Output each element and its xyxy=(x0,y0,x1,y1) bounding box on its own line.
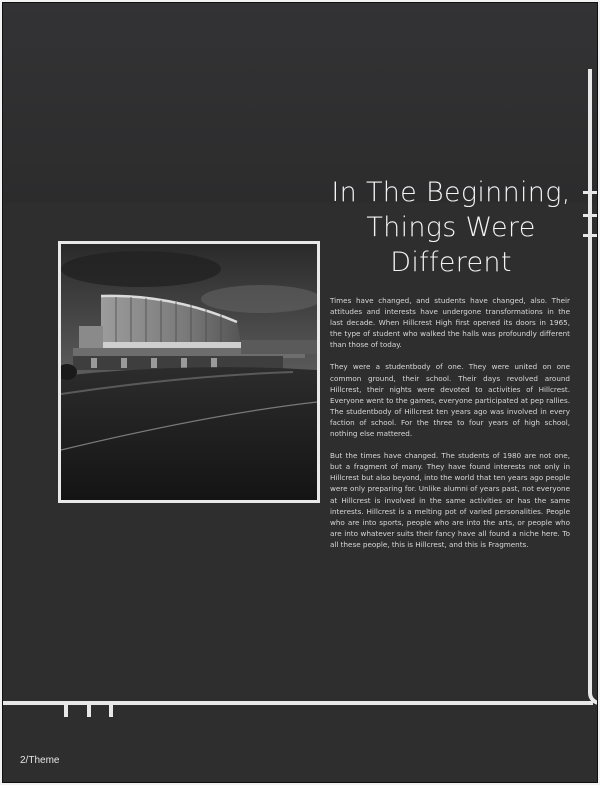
headline-line-3: Different xyxy=(390,247,512,278)
bottom-frame-line xyxy=(3,701,593,705)
frame-tick xyxy=(64,703,68,717)
right-frame-line xyxy=(588,69,598,705)
frame-tick xyxy=(109,703,113,717)
page-folio: 2/Theme xyxy=(20,755,60,766)
headline-line-2: Things Were xyxy=(366,212,536,243)
school-building-photo xyxy=(58,241,320,503)
headline-line-1: In The Beginning, xyxy=(331,177,571,208)
paragraph-2: They were a studentbody of one. They were united on one common ground, their school. Their days revolved around Hillcrest, their nights were devoted to activities of Hillcrest. Everyone went to the games, everyone participated at pep rallies. The studentbody of Hillcrest ten years ago was involved in every faction of school. For the three to four years of high school, nothing else mattered. xyxy=(330,362,570,439)
page-top-shade xyxy=(3,3,597,203)
frame-tick xyxy=(87,703,91,717)
body-text xyxy=(330,295,570,561)
page-headline xyxy=(321,175,581,280)
frame-notch xyxy=(583,191,598,194)
yearbook-page xyxy=(2,2,598,783)
paragraph-1: Times have changed, and students have changed, also. Their attitudes and interests have undergone transformations in the last decade. When Hillcrest High first opened its doors in 1965, the type of student who walked the halls was profoundly different than those of today. xyxy=(330,296,570,350)
frame-notch xyxy=(583,234,598,237)
paragraph-3: But the times have changed. The students of 1980 are not one, but a fragment of many. They have found interests not only in Hillcrest but also beyond, into the world that ten years ago people were only preparing for. Unlike alumni of years past, not everyone at Hillcrest is involved in the same activities or has the same interests. Hillcrest is a melting pot of varied personalities. People who are into sports, people who are into the arts, or people who are into whatever suits their fancy have all found a niche here. To all these people, this is Hillcrest, and this is Fragments. xyxy=(330,451,570,549)
building-illustration xyxy=(61,244,317,500)
frame-notch xyxy=(583,214,598,217)
